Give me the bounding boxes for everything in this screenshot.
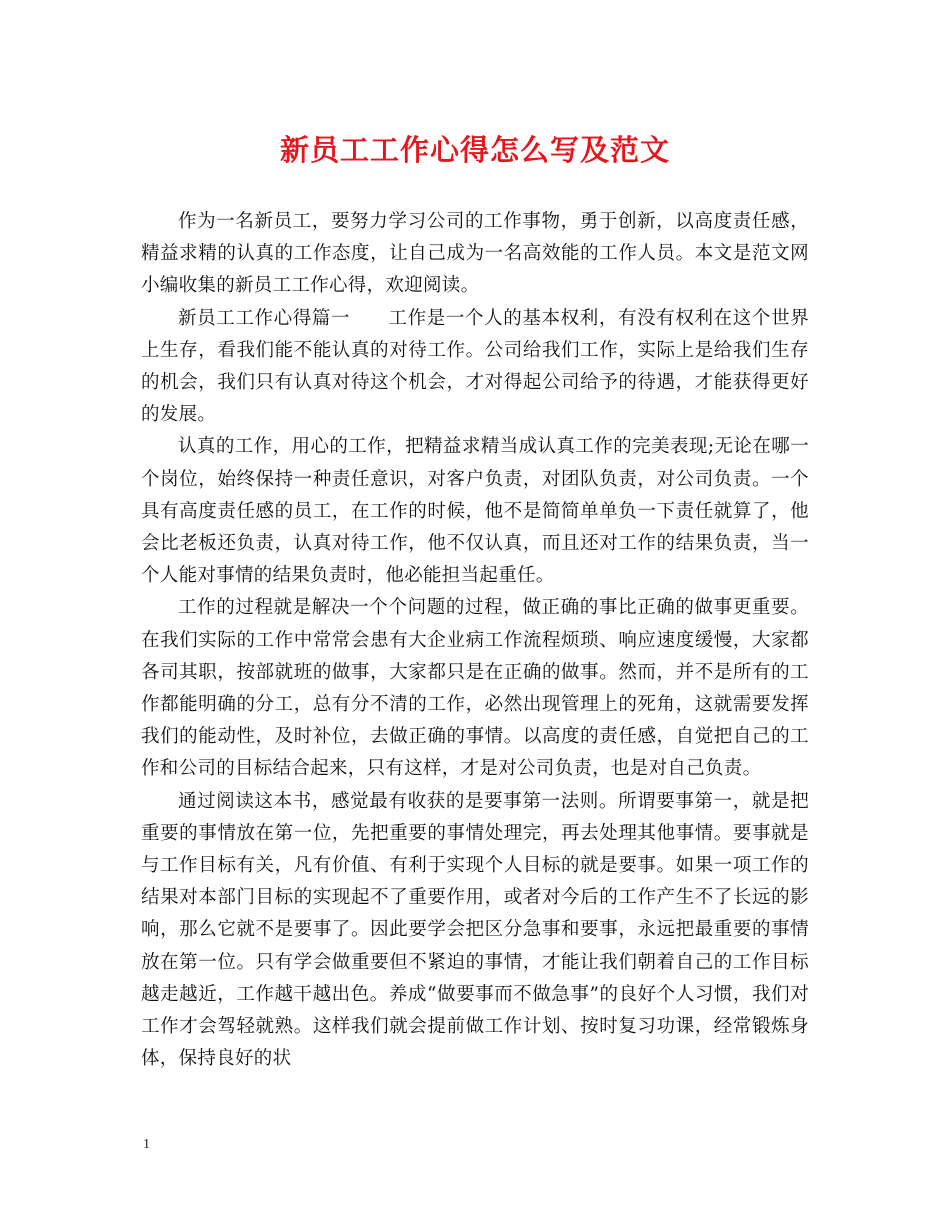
paragraph-important-first: 通过阅读这本书，感觉最有收获的是要事第一法则。所谓要事第一，就是把重要的事情放在第一位，先把重要的事情处理完，再去处理其他事情。要事就是与工作目标有关，凡有价值、有利于实现个人目标的就是要事。如果一项工作的结果对本部门目标的实现起不了重要作用，或者对今后的工作产生不了长远的影响，那么它就不是要事了。因此要学会把区分急事和要事，永远把最重要的事情放在第一位。只有学会做重要但不紧迫的事情，才能让我们朝着自己的工作目标越走越近，工作越干越出色。养成“做要事而不做急事”的良好个人习惯，我们对工作才会驾轻就熟。这样我们就会提前做工作计划、按时复习功课，经常锻炼身体，保持良好的状 xyxy=(141,790,809,1070)
paragraph-section-one: 新员工工作心得篇一 工作是一个人的基本权利，有没有权利在这个世界上生存，看我们能不能认真的对待工作。公司给我们工作，实际上是给我们生存的机会，我们只有认真对待这个机会，才对得起公司给予的待遇，才能获得更好的发展。 xyxy=(141,307,809,426)
document-title: 新员工工作心得怎么写及范文 xyxy=(279,133,670,167)
paragraph-work-process: 工作的过程就是解决一个个问题的过程，做正确的事比正确的做事更重要。在我们实际的工作中常常会患有大企业病工作流程烦琐、响应速度缓慢，大家都各司其职，按部就班的做事，大家都只是在正确的做事。然而，并不是所有的工作都能明确的分工，总有分不清的工作，必然出现管理上的死角，这就需要发挥我们的能动性，及时补位，去做正确的事情。以高度的责任感，自觉把自己的工作和公司的目标结合起来，只有这样，才是对公司负责，也是对自己负责。 xyxy=(141,597,809,780)
document-body xyxy=(141,206,809,1075)
paragraph-responsibility: 认真的工作，用心的工作，把精益求精当成认真工作的完美表现;无论在哪一个岗位，始终保持一种责任意识，对客户负责，对团队负责，对公司负责。一个具有高度责任感的员工，在工作的时候，他不是简简单单负一下责任就算了，他会比老板还负责，认真对待工作，他不仅认真，而且还对工作的结果负责，当一个人能对事情的结果负责时，他必能担当起重任。 xyxy=(141,436,809,587)
page-number: 1 xyxy=(143,1137,150,1152)
paragraph-intro: 作为一名新员工，要努力学习公司的工作事物，勇于创新，以高度责任感，精益求精的认真的工作态度，让自己成为一名高效能的工作人员。本文是范文网小编收集的新员工工作心得，欢迎阅读。 xyxy=(141,211,809,297)
